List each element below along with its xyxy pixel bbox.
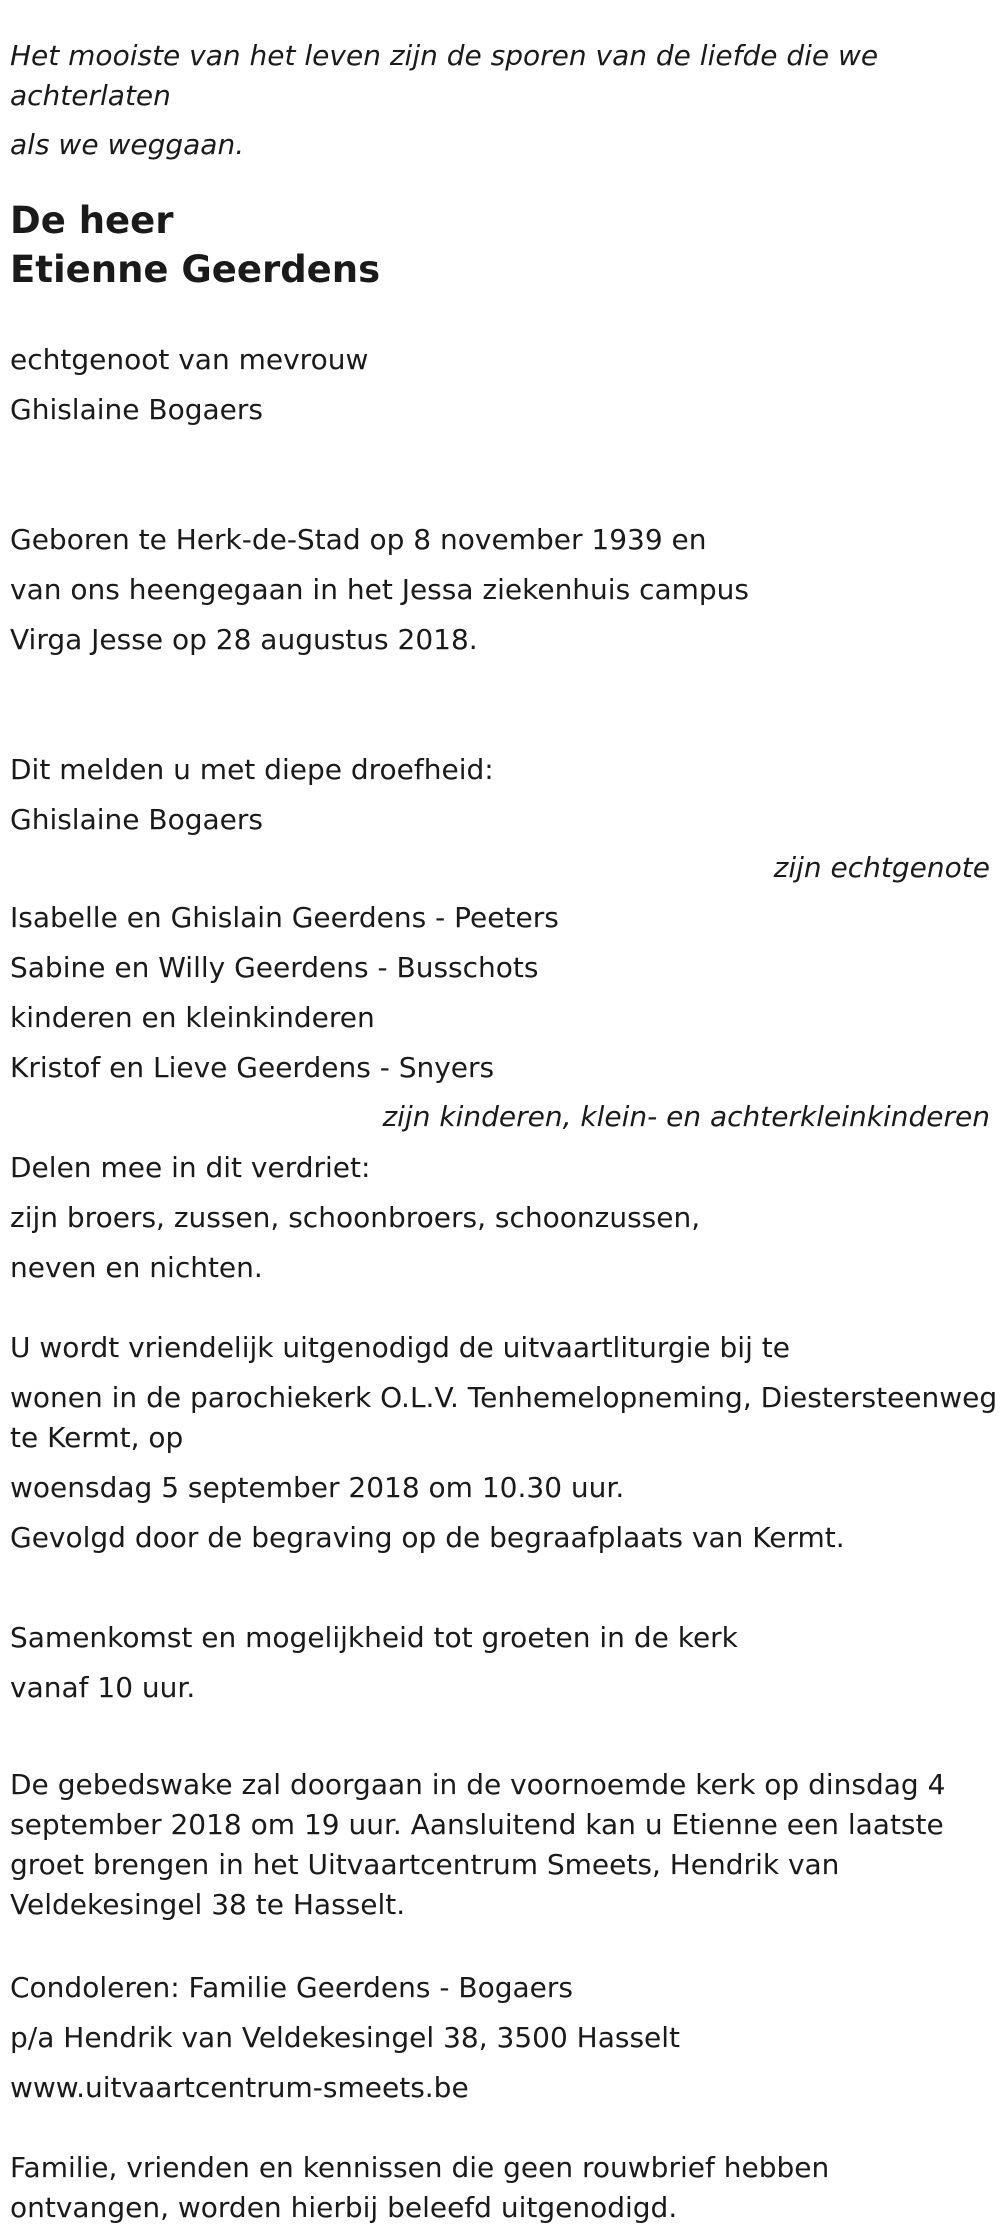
relatives-line-1: zijn broers, zussen, schoonbroers, schoonzussen, bbox=[10, 1201, 701, 1234]
closing-text: Familie, vrienden en kennissen die geen rouwbrief hebben ontvangen, worden hierbij beleefd uitgenodigd. bbox=[10, 2151, 830, 2224]
service-line-4: Gevolgd door de begraving op de begraafplaats van Kermt. bbox=[10, 1521, 845, 1554]
service-line-3: woensdag 5 september 2018 om 10.30 uur. bbox=[10, 1471, 625, 1504]
deceased-name-block bbox=[10, 196, 380, 294]
child-line: kinderen en kleinkinderen bbox=[10, 1001, 375, 1034]
service-line-2: wonen in de parochiekerk O.L.V. Tenhemelopneming, Diestersteenweg te Kermt, op bbox=[10, 1381, 998, 1454]
motto-line-2: als we weggaan. bbox=[10, 128, 245, 161]
birth-line-1: Geboren te Herk-de-Stad op 8 november 1939 en bbox=[10, 523, 707, 556]
condolences-website: www.uitvaartcentrum-smeets.be bbox=[10, 2071, 469, 2104]
gathering-line-2: vanaf 10 uur. bbox=[10, 1671, 196, 1704]
share-intro: Delen mee in dit verdriet: bbox=[10, 1151, 371, 1184]
family-spouse-name: Ghislaine Bogaers bbox=[10, 803, 263, 836]
child-line: Isabelle en Ghislain Geerdens - Peeters bbox=[10, 901, 559, 934]
spouse-relation: echtgenoot van mevrouw bbox=[10, 343, 369, 376]
deceased-name: Etienne Geerdens bbox=[10, 248, 381, 291]
vigil-text: De gebedswake zal doorgaan in de voornoemde kerk op dinsdag 4 september 2018 om 19 uur. Aansluitend kan u Etienne een laatste groet brengen in het Uitvaartcentrum Smeets, Hendrik van Veldekesingel 38 te Hasselt. bbox=[10, 1768, 946, 1921]
birth-line-3: Virga Jesse op 28 augustus 2018. bbox=[10, 623, 478, 656]
family-spouse-role: zijn echtgenote bbox=[773, 851, 990, 884]
gathering-line-1: Samenkomst en mogelijkheid tot groeten in de kerk bbox=[10, 1621, 738, 1654]
condolences-line-1: Condoleren: Familie Geerdens - Bogaers bbox=[10, 1971, 573, 2004]
spouse-name: Ghislaine Bogaers bbox=[10, 393, 263, 426]
motto-line-1: Het mooiste van het leven zijn de sporen van de liefde die we achterlaten bbox=[10, 39, 879, 112]
condolences-address: p/a Hendrik van Veldekesingel 38, 3500 Hasselt bbox=[10, 2021, 681, 2054]
children-role: zijn kinderen, klein- en achterkleinkinderen bbox=[382, 1100, 990, 1133]
child-line: Kristof en Lieve Geerdens - Snyers bbox=[10, 1051, 495, 1084]
deceased-title: De heer bbox=[10, 199, 174, 242]
birth-line-2: van ons heengegaan in het Jessa ziekenhuis campus bbox=[10, 573, 750, 606]
relatives-line-2: neven en nichten. bbox=[10, 1251, 263, 1284]
family-intro: Dit melden u met diepe droefheid: bbox=[10, 753, 494, 786]
service-line-1: U wordt vriendelijk uitgenodigd de uitvaartliturgie bij te bbox=[10, 1331, 790, 1364]
child-line: Sabine en Willy Geerdens - Busschots bbox=[10, 951, 539, 984]
